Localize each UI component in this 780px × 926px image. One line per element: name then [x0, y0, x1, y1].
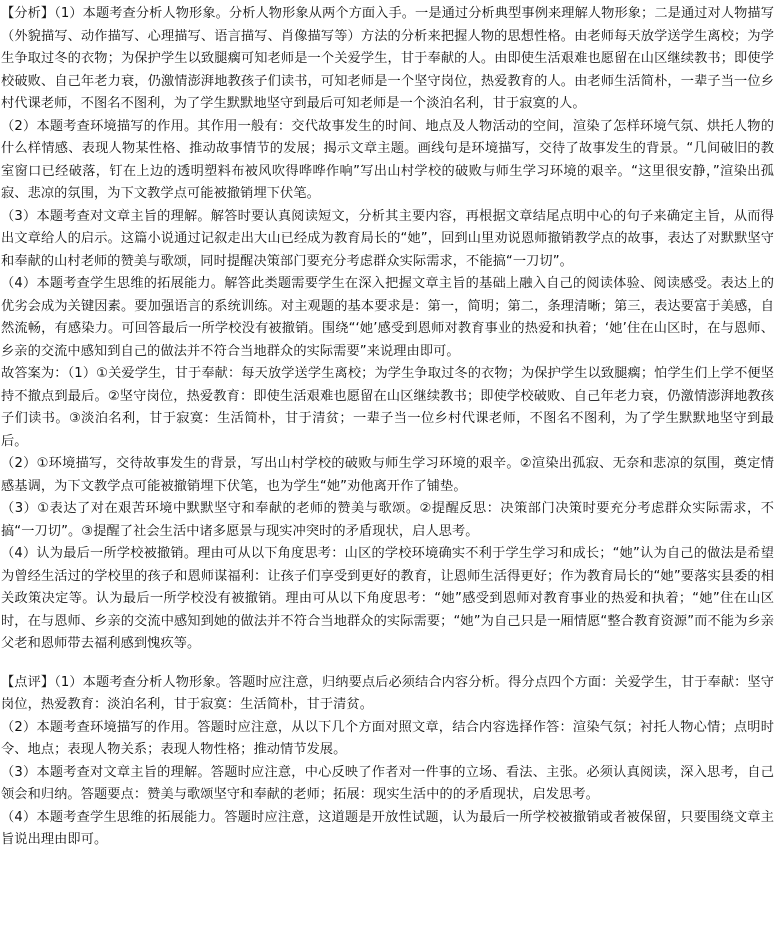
- comment-paragraph-1: 【点评】（1）本题考查分析人物形象。答题时应注意，归纳要点后必须结合内容分析。得分点四个方面：关爱学生，甘于奉献：坚守岗位，热爱教育：淡泊名利，甘于寂寞：生活简朴，甘于清贫。: [1, 674, 774, 712]
- analysis-paragraph-1: 【分析】（1）本题考查分析人物形象。分析人物形象从两个方面入手。一是通过分析典型事例来理解人物形象；二是通过对人物描写（外貌描写、动作描写、心理描写、语言描写、肖像描写等）方法的分析来把握人物的思想性格。由老师每天放学送学生离校；为学生争取过冬的衣物；为保护学生以致腿瘸可知老师是一个关爱学生，甘于奉献的人。由即使生活艰难也愿留在山区继续教书；即使学校破败、自己年老力衰，仍激情澎湃地教孩子们读书，可知老师是一个坚守岗位，热爱教育的人。由老师生活简朴，一辈子当一位乡村代课老师，不图名不图利，为了学生默默地坚守到最后可知老师是一个淡泊名利，甘于寂寞的人。: [1, 6, 774, 111]
- analysis-section: [1, 3, 774, 363]
- analysis-paragraph-4: （4）本题考查学生思维的拓展能力。解答此类题需要学生在深入把握文章主旨的基础上融入自己的阅读体验、阅读感受。表达上的优劣会成为关键因素。要加强语言的系统训练。对主观题的基本要求是：第一，简明；第二，条理清晰；第三，表达要富于美感，自然流畅，有感染力。可回答最后一所学校没有被撤销。围绕“‘她’感受到恩师对教育事业的热爱和执着；‘她’住在山区时，在与恩师、乡亲的交流中感知到自己的做法并不符合当地群众的实际需要”来说理由即可。: [1, 276, 774, 359]
- comment-paragraph-2: （2）本题考查环境描写的作用。答题时应注意，从以下几个方面对照文章，结合内容选择作答：渲染气氛；衬托人物心情；点明时令、地点；表现人物关系；表现人物性格；推动情节发展。: [1, 719, 774, 757]
- section-spacer: [1, 656, 774, 672]
- answer-section: [1, 363, 774, 656]
- comment-paragraph-4: （4）本题考查学生思维的拓展能力。答题时应注意，这道题是开放性试题，认为最后一所学校被撤销或者被保留，只要围绕文章主旨说出理由即可。: [1, 809, 774, 847]
- comment-section: [1, 672, 774, 852]
- answer-paragraph-3: （3）①表达了对在艰苦环境中默默坚守和奉献的老师的赞美与歌颂。②提醒反思：决策部门决策时要充分考虑群众实际需求，不搞“一刀切”。③提醒了社会生活中诸多愿景与现实冲突时的矛盾现状，启人思考。: [1, 501, 774, 539]
- answer-paragraph-2: （2）①环境描写，交待故事发生的背景，写出山村学校的破败与师生学习环境的艰辛。②渲染出孤寂、无奈和悲凉的氛围，奠定情感基调，为下文教学点可能被撤销埋下伏笔，也为学生“她”劝他离开作了铺垫。: [1, 456, 774, 494]
- answer-paragraph-1: 故答案为：（1）①关爱学生，甘于奉献：每天放学送学生离校；为学生争取过冬的衣物；为保护学生以致腿瘸；怕学生们上学不便坚持不撤点到最后。②坚守岗位，热爱教育：即使生活艰难也愿留在山区继续教书；即使学校破败、自己年老力衰，仍激情澎湃地教孩子们读书。③淡泊名利，甘于寂寞：生活简朴，甘于清贫；一辈子当一位乡村代课老师，不图名不图利，为了学生默默地坚守到最后。: [1, 366, 774, 449]
- analysis-paragraph-3: （3）本题考查对文章主旨的理解。解答时要认真阅读短文，分析其主要内容，再根据文章结尾点明中心的句子来确定主旨，从而得出文章给人的启示。这篇小说通过记叙走出大山已经成为教育局长的“她”，回到山里劝说恩师撤销教学点的故事，表达了对默默坚守和奉献的山村老师的赞美与歌颂，同时提醒决策部门要充分考虑群众实际需求，不能搞“一刀切”。: [1, 208, 774, 269]
- analysis-paragraph-2: （2）本题考查环境描写的作用。其作用一般有：交代故事发生的时间、地点及人物活动的空间，渲染了怎样环境气氛、烘托人物的什么样情感、表现人物某性格、推动故事情节的发展；揭示文章主题。画线句是环境描写，交待了故事发生的背景。“几间破旧的教室窗口已经破落，钉在上边的透明塑料布被风吹得哗哗作响”写出山村学校的破败与师生学习环境的艰辛。“这里很安静，”渲染出孤寂、悲凉的氛围，为下文教学点可能被撤销埋下伏笔。: [1, 118, 774, 201]
- comment-paragraph-3: （3）本题考查对文章主旨的理解。答题时应注意，中心反映了作者对一件事的立场、看法、主张。必须认真阅读，深入思考，自己领会和归纳。答题要点：赞美与歌颂坚守和奉献的老师；拓展：现实生活中的的矛盾现状，启发思考。: [1, 764, 774, 802]
- answer-paragraph-4: （4）认为最后一所学校被撤销。理由可从以下角度思考：山区的学校环境确实不利于学生学习和成长；“她”认为自己的做法是希望为曾经生活过的学校里的孩子和恩师谋福利：让孩子们享受到更好的教育，让恩师生活得更好；作为教育局长的“她”要落实县委的相关政策决定等。认为最后一所学校没有被撤销。理由可从以下角度思考：“她”感受到恩师对教育事业的热爱和执着；“她”住在山区时，在与恩师、乡亲的交流中感知到她的做法并不符合当地群众的实际需要；“她”为自己只是一厢情愿“整合教育资源”而不能为乡亲父老和恩师带去福利感到愧疚等。: [1, 546, 774, 651]
